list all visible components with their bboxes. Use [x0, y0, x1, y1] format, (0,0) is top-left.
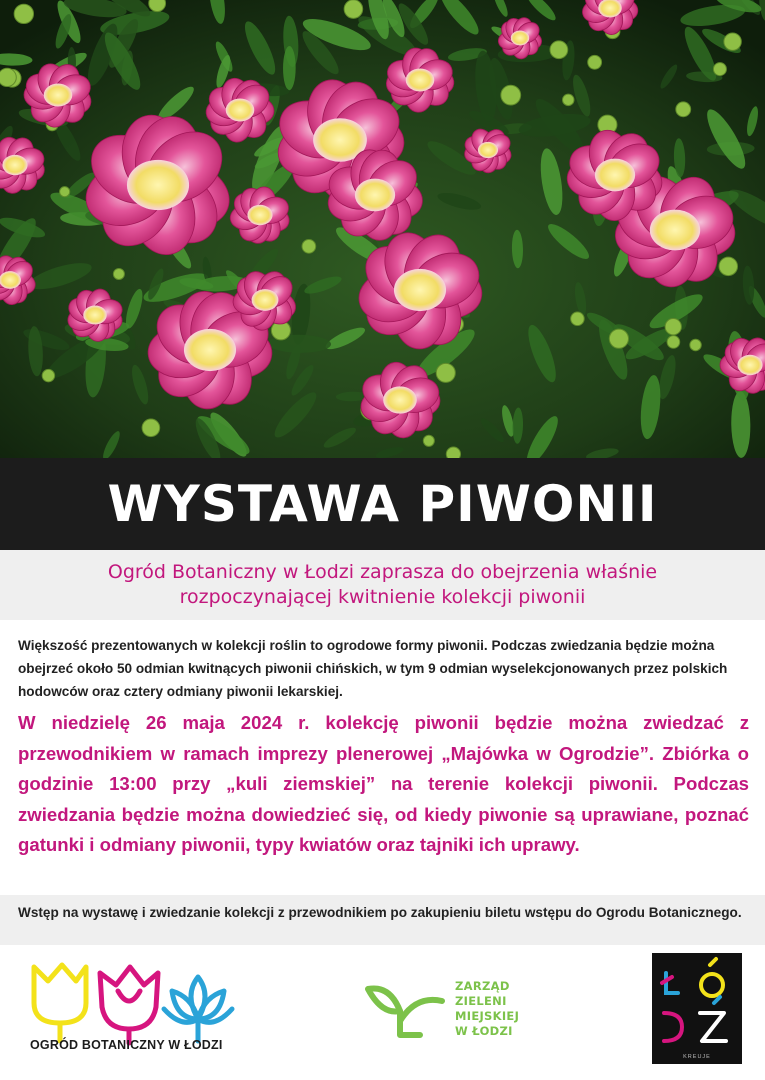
page-title: WYSTAWA PIWONII — [107, 475, 658, 533]
peony-photo — [0, 0, 765, 458]
subtitle-line-2: rozpoczynającej kwitnienie kolekcji piwonii — [179, 586, 586, 608]
rose-icon — [100, 967, 158, 1043]
tulip-icon — [34, 965, 86, 1041]
zzm-logo-text — [455, 979, 555, 1039]
title-banner — [0, 458, 765, 550]
intro-text: Większość prezentowanych w kolekcji roślin to ogrodowe formy piwonii. Podczas zwiedzania będzie można obejrzeć około 50 odmian kwitnących piwonii chińskich, w tym 9 odmian wyselekcjonowanych przez polskich hodowców oraz cztery odmiany piwonii lekarskiej. — [18, 638, 728, 699]
zzm-line-3: MIEJSKIEJ — [455, 1009, 520, 1023]
zzm-line-2: ZIELENI — [455, 994, 507, 1008]
subtitle-panel — [0, 550, 765, 620]
lodz-logo — [652, 953, 742, 1064]
subtitle-line-1: Ogród Botaniczny w Łodzi zaprasza do obejrzenia właśnie — [107, 561, 658, 583]
sprout-icon — [368, 988, 442, 1035]
lotus-icon — [164, 977, 232, 1041]
lodz-logo-mark — [652, 953, 742, 1064]
lodz-logo-tag: KREUJE — [683, 1054, 711, 1060]
zzm-line-4: W ŁODZI — [455, 1024, 513, 1038]
entry-text: Wstęp na wystawę i zwiedzanie kolekcji z przewodnikiem po zakupieniu biletu wstępu do Ogrodu Botanicznego. — [18, 905, 742, 920]
event-announcement: W niedzielę 26 maja 2024 r. kolekcję piwonii będzie można zwiedzać z przewodnikiem w ramach imprezy plenerowej „Majówka w Ogrodzie”. Zbiórka o godzinie 13:00 przy „kuli ziemskiej” na terenie kolekcji piwonii. Podczas zwiedzania będzie można dowiedzieć się, od kiedy piwonie są uprawiane, poznać gatunki i odmiany piwonii, typy kwiatów oraz tajniki ich uprawy. — [18, 712, 749, 855]
entry-info — [0, 895, 765, 945]
footer-logos — [0, 945, 765, 1080]
zzm-line-1: ZARZĄD — [455, 979, 510, 993]
garden-logo-text: OGRÓD BOTANICZNY W ŁODZI — [30, 1038, 223, 1052]
